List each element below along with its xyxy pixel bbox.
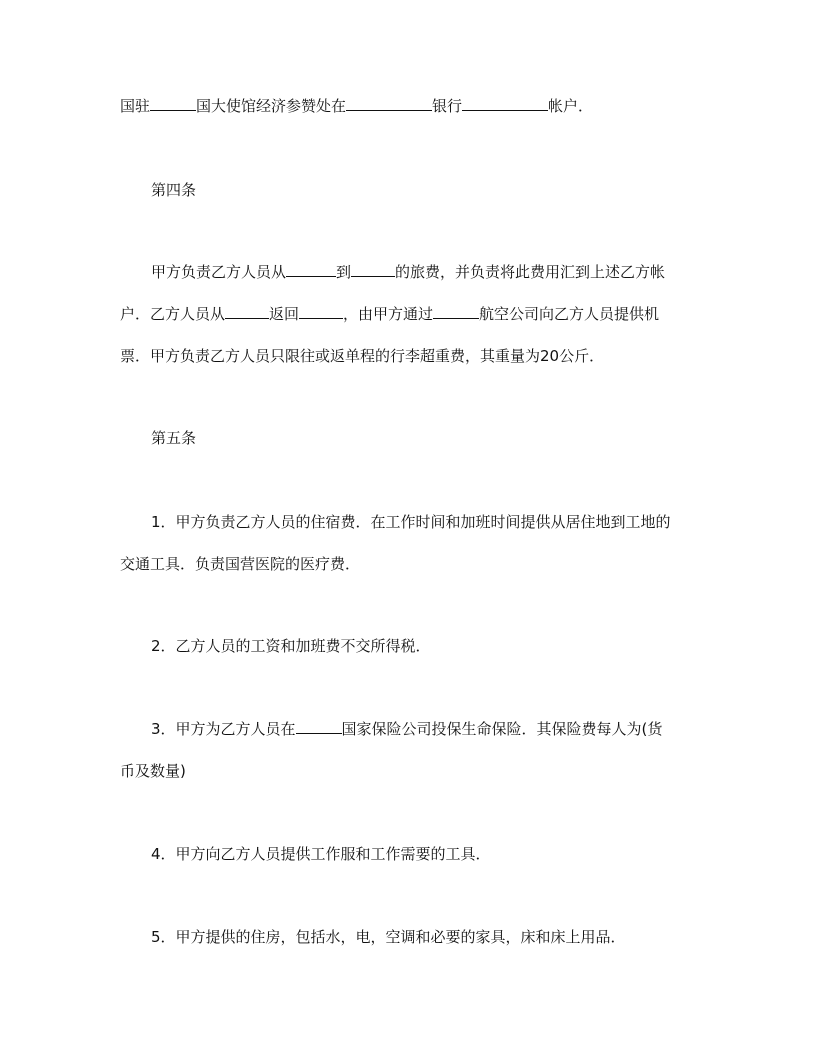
paragraph-line [120,761,710,781]
text-segment: 2．乙方人员的工资和加班费不交所得税． [151,637,431,655]
paragraph-line [120,554,710,574]
text-segment: 1．甲方负责乙方人员的住宿费．在工作时间和加班时间提供从居住地到工地的 [151,513,671,531]
text-segment: 票．甲方负责乙方人员只限往或返单程的行李超重费，其重量为20公斤． [120,347,605,365]
paragraph-line [151,512,741,532]
fill-in-blank [346,96,432,111]
text-segment: 5．甲方提供的住房，包括水，电，空调和必要的家具，床和床上用品． [151,928,626,946]
fill-in-blank [351,262,395,277]
fill-in-blank [299,304,343,319]
text-segment: 4．甲方向乙方人员提供工作服和工作需要的工具． [151,845,491,863]
text-segment: 户．乙方人员从 [120,305,226,323]
paragraph-line [151,262,741,282]
paragraph-line [120,304,710,324]
fill-in-blank [433,304,479,319]
text-segment: 国大使馆经济参赞处在 [196,97,347,115]
paragraph-line [120,96,710,116]
article-heading [151,428,741,448]
text-segment: 返回 [269,305,300,323]
text-segment: 银行 [432,97,463,115]
text-segment: 航空公司向乙方人员提供机 [479,305,660,323]
text-segment: 3．甲方为乙方人员在 [151,720,296,738]
fill-in-blank [286,262,336,277]
text-segment: 到 [336,263,352,281]
fill-in-blank [150,96,196,111]
text-segment: 国驻 [120,97,151,115]
paragraph-line [120,346,710,366]
text-segment: ，由甲方通过 [343,305,434,323]
fill-in-blank [462,96,548,111]
text-segment: 国家保险公司投保生命保险．其保险费每人为(货 [341,720,663,738]
fill-in-blank [225,304,269,319]
text-segment: 交通工具．负责国营医院的医疗费． [120,555,361,573]
paragraph-line [151,927,741,947]
text-segment: 的旅费，并负责将此费用汇到上述乙方帐 [395,263,666,281]
text-segment: 帐户． [548,97,594,115]
fill-in-blank [296,719,342,734]
paragraph-line [151,844,741,864]
article-heading [151,180,741,200]
heading-text: 第五条 [151,429,197,447]
text-segment: 币及数量) [120,762,186,780]
text-segment: 甲方负责乙方人员从 [151,263,287,281]
paragraph-line [151,719,741,739]
paragraph-line [151,636,741,656]
heading-text: 第四条 [151,181,197,199]
